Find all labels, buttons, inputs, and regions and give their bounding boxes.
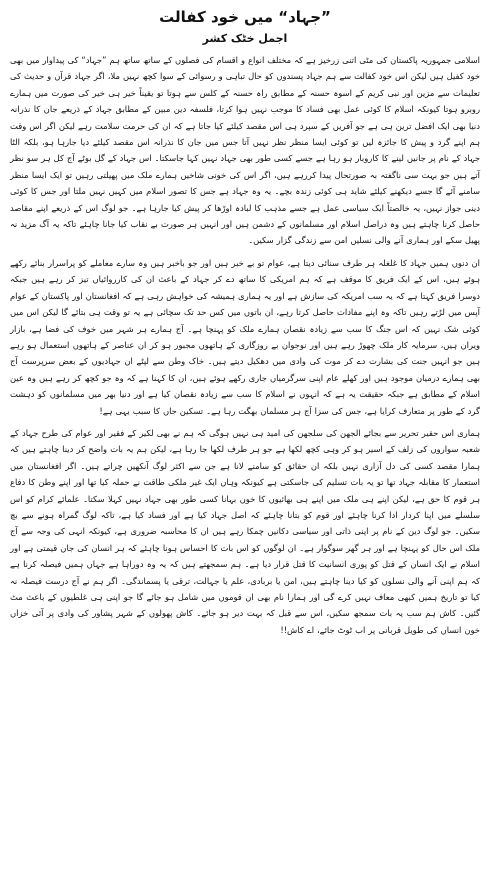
article-paragraph: ان دنوں ہمیں جہاد کا غلغلہ ہر طرف سنائی دیتا ہے، عوام تو بے خبر ہیں اور جو باخبر ہیں وہ سارے معاملے کو پراسرار بنائے رکھے ہوئے ہیں، اس کے ایک فریق کا موقف ہے کہ ہم امریکی کا ساتھ دے کر جہاد کے باعث ان کی کارروائیاں تیز کر رہے ہیں جبکہ دوسرا فریق کہتا ہے کہ یہ سب امریکہ کی سازش ہے اور یہ ہماری ہمیشہ کی خواہش رہی ہے کہ افغانستان اور پاکستان کے عوام آپس میں لڑتے رہیں تاکہ وہ اپنے مفادات حاصل کرتا رہے، ان باتوں میں کس حد تک سچائی ہے یہ تو وقت ہی بتائے گا لیکن اس میں کوئی شک نہیں کہ اس جنگ کا سب سے زیادہ نقصان ہمارے ملک کو پہنچا ہے۔ آج ہمارے ہر شہر میں خوف کی فضا ہے، بازار ویران ہیں، سرمایہ کار ملک چھوڑ رہے ہیں اور نوجوان بے روزگاری کے ہاتھوں مجبور ہو کر ان عناصر کے ہاتھوں استعمال ہو رہے ہیں جو انہیں جنت کی بشارت دے کر موت کی وادی میں دھکیل دیتے ہیں۔ خاک وطن سے لپٹے ان جہادیوں کے بعض سرپرست آج بھی ہمارے درمیان موجود ہیں اور کھلے عام اپنی سرگرمیاں جاری رکھے ہوئے ہیں، ان کا کہنا ہے کہ وہ جو کچھ کر رہے ہیں وہ عین اسلام کے مطابق ہے جبکہ حقیقت یہ ہے کہ انہوں نے اسلام کا سب سے زیادہ نقصان کیا ہے اور دنیا بھر میں مسلمانوں کو دہشت گرد کے طور پر متعارف کرایا ہے، جس کی سزا آج ہر مسلمان بھگت رہا ہے۔ تسکین جاں کا سبب یہی ہے! (10, 257, 480, 416)
article-paragraph: ہماری اس حقیر تحریر سے بجائے الجھن کی سلجھن کی امید ہی نہیں ہوگی کہ ہم نے بھی لکیر کے فقیر اور عوام کی طرح جہاد کے شعبہ سواروں کی زلف کے اسیر ہو کر وہی کچھ لکھا ہے جو ہر طرف لکھا جا رہا ہے، لیکن ہم یہ بات واضح کر دینا چاہتے ہیں کہ ہمارا مقصد کسی کی دل آزاری نہیں بلکہ ان حقائق کو سامنے لانا ہے جن سے اکثر لوگ آنکھیں چراتے ہیں۔ اگر افغانستان میں استعمار کا مقابلہ جہاد تھا تو یہ بات تسلیم کی جاسکتی ہے کیونکہ وہاں ایک غیر ملکی طاقت نے حملہ کیا تھا اور اپنے وطن کا دفاع ہر قوم کا حق ہے، لیکن اپنے ہی ملک میں اپنے ہی بھائیوں کا خون بہانا کسی طور بھی جہاد نہیں کہلا سکتا۔ علمائے کرام کو اس سلسلے میں اپنا کردار ادا کرنا چاہئے اور قوم کو بتانا چاہئے کہ اصل جہاد کیا ہے اور فساد کیا ہے، تاکہ لوگ گمراہ ہونے سے بچ سکیں۔ جو لوگ دین کے نام پر اپنی ذاتی اور سیاسی دکانیں چمکا رہے ہیں ان کا محاسبہ ضروری ہے، کیونکہ انہی کی وجہ سے آج ملک اس حال کو پہنچا ہے اور ہر گھر سوگوار ہے۔ ان لوگوں کو اس بات کا احساس ہونا چاہئے کہ ہر انسان کی جان قیمتی ہے اور اسلام نے ایک انسان کے قتل کو پوری انسانیت کا قتل قرار دیا ہے۔ ہم سمجھتے ہیں کہ یہ وہ دوراہا ہے جہاں ہمیں فیصلہ کرنا ہے کہ ہم اپنی آنے والی نسلوں کو کیا دینا چاہتے ہیں، امن یا بربادی، علم یا جہالت، ترقی یا پسماندگی۔ اگر ہم نے آج درست فیصلہ نہ کیا تو تاریخ ہمیں کبھی معاف نہیں کرے گی اور ہمارا نام بھی ان قوموں میں شامل ہو جائے گا جو اپنی ہی غلطیوں کے باعث مٹ گئیں۔ کاش ہم سب یہ بات سمجھ سکیں، اس سے قبل کہ بہت دیر ہو جائے۔ کاش پھولوں کے شہر پشاور کی وادی پر آئی خزاں خون انساں کی طویل قربانی پر اب ٹوٹ جائے، اے کاش!! (10, 427, 480, 635)
article-title: ”جہاد“ میں خود کفالت (159, 8, 331, 26)
article-author: اجمل خٹک کشر (202, 32, 288, 45)
article-paragraph: اسلامی جمہوریہ پاکستان کی مٹی اتنی زرخیز ہے کہ مختلف انواع و اقسام کی فصلوں کے ساتھ ساتھ ہم ”جہاد“ کی پیداوار میں بھی خود کفیل ہیں لیکن اس خود کفالت سے ہم جہاد پسندوں کو حال تباہی و رسوائی کے سوا کچھ نہیں ملا، اگر جہاد قرآن و حدیث کی تعلیمات سے مزین اور نبی کریم کے اسوہ حسنہ کے مطابق راہ حسنہ کے کلس سے ہوتا تو یقیناً خیر ہی خیر کی صورت میں ہمارے روبرو ہوتا کیونکہ اسلام کا کوئی عمل بھی فساد کا موجب نہیں ہوا کرتا، فلسفہ دین مبین کے مطابق جہاد کے ذریعے جان کا نذرانہ دنیا بھی ایک افضل ترین ہی ہے جو آفریں کے سپرد ہی اس مقصد کیلئے کیا جاتا ہے کہ ان کی حرمت سلامت رہے لیکن اگر اس وقت ہم اپنے گرد و پیش کا جائزہ لیں تو کوئی ایسا منظر نظر نہیں آتا جس میں جان کا نذرانہ اس مقصد کیلئے دیا جارہا ہو، بلکہ الٹا جہاد کے نام پر جانیں لینے کا کاروبار ہو رہا ہے جسے کسی طور بھی جہاد نہیں کہا جاسکتا۔ اس جہاد کے گل بوٹے آج کل ہر سو نظر آتے ہیں جو بہت سی ناگفتہ بہ صورتحال پیدا کررہے ہیں، اگر اس کی خونی شاخیں ہمارے ملک میں پھیلتی رہیں تو ایک ایسا منظر سامنے آئے گا جسے دیکھنے کیلئے شاید ہی کوئی زندہ بچے۔ یہ وہ جہاد ہے جس کا تصور اسلام میں کہیں نہیں ملتا اور جس کا کوئی دینی جواز نہیں، یہ خالصتاً ایک سیاسی عمل ہے جسے مذہب کا لبادہ اوڑھا کر پیش کیا جارہا ہے۔ جو لوگ اس کے ذریعے اپنے مقاصد حاصل کرنا چاہتے ہیں وہ دراصل اسلام اور مسلمانوں کے دشمن ہیں اور انہیں ہر صورت بے نقاب کیا جانا چاہئے تاکہ یہ آگ مزید نہ پھیل سکے اور ہماری آنے والی نسلیں امن سے زندگی گزار سکیں۔ (10, 55, 480, 246)
